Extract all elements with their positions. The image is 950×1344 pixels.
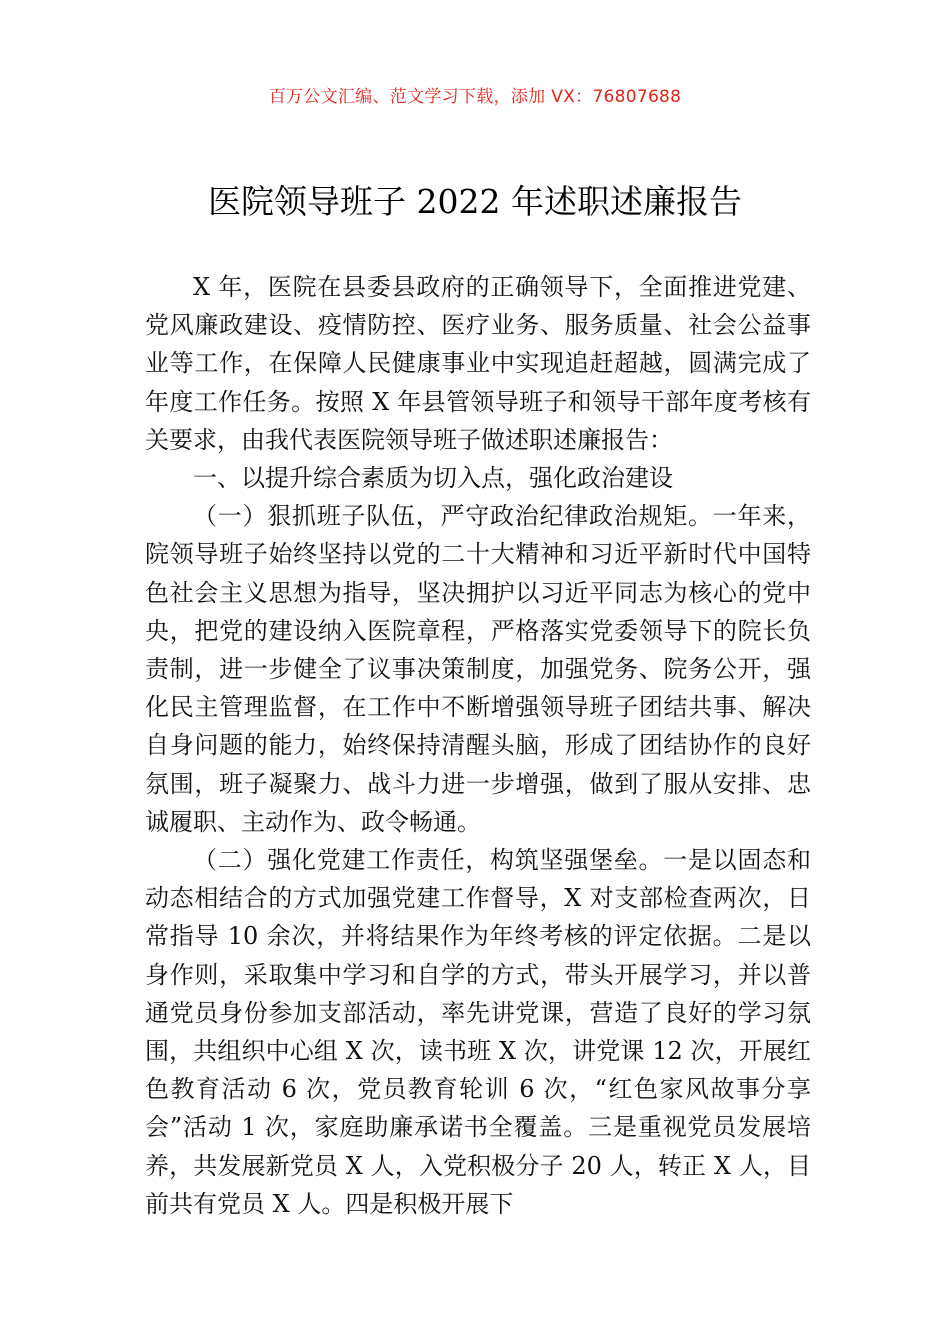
paragraph-section-1-1: （一）狠抓班子队伍，严守政治纪律政治规矩。一年来，院领导班子始终坚持以党的二十大精神和习近平新时代中国特色社会主义思想为指导，坚决拥护以习近平同志为核心的党中央，把党的建设纳入医院章程，严格落实党委领导下的院长负责制，进一步健全了议事决策制度，加强党务、院务公开，强化民主管理监督，在工作中不断增强领导班子团结共事、解决自身问题的能力，始终保持清醒头脑，形成了团结协作的良好氛围，班子凝聚力、战斗力进一步增强，做到了服从安排、忠诚履职、主动作为、政令畅通。 [145,502,811,836]
paragraph-intro: X 年，医院在县委县政府的正确领导下，全面推进党建、党风廉政建设、疫情防控、医疗业务、服务质量、社会公益事业等工作，在保障人民健康事业中实现追赶超越，圆满完成了年度工作任务。按照 X 年县管领导班子和领导干部年度考核有关要求，由我代表医院领导班子做述职述廉报告： [145,273,811,454]
paragraph-section-1-2: （二）强化党建工作责任，构筑坚强堡垒。一是以固态和动态相结合的方式加强党建工作督导，X 对支部检查两次，日常指导 10 余次，并将结果作为年终考核的评定依据。二是以身作则，采取集中学习和自学的方式，带头开展学习，并以普通党员身份参加支部活动，率先讲党课，营造了良好的学习氛围，共组织中心组 X 次，读书班 X 次，讲党课 12 次，开展红色教育活动 6 次，党员教育轮训 6 次，“红色家风故事分享会”活动 1 次，家庭助廉承诺书全覆盖。三是重视党员发展培养，共发展新党员 X 人，入党积极分子 20 人，转正 X 人，目前共有党员 X 人。四是积极开展下 [145,846,811,1218]
document-body [145,268,811,1223]
watermark-banner: 百万公文汇编、范文学习下载，添加 VX：76807688 [268,87,682,107]
document-title: 医院领导班子 2022 年述职述廉报告 [208,182,742,221]
section-heading-1: 一、以提升综合素质为切入点，强化政治建设 [193,464,673,493]
